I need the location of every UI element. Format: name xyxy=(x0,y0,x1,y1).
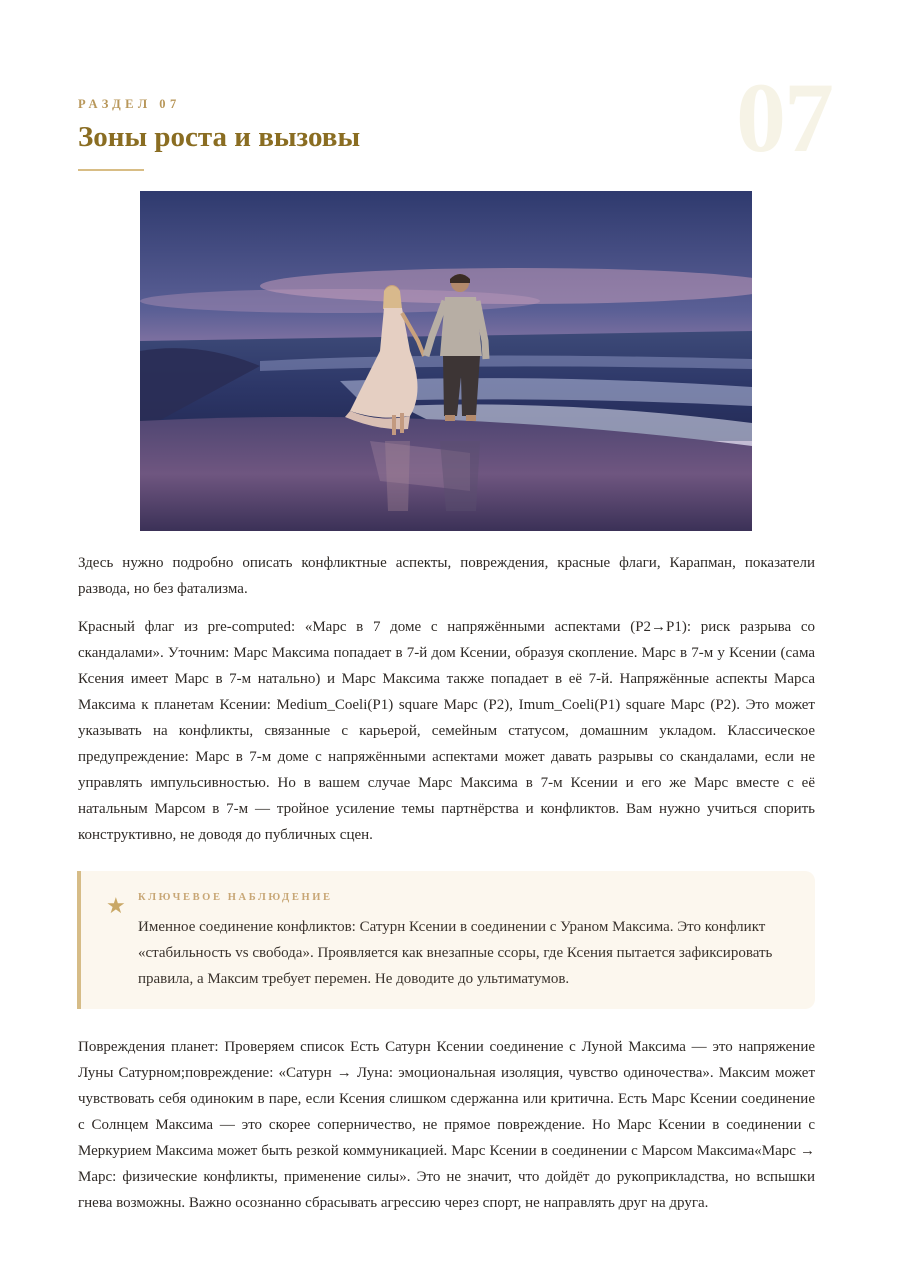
section-eyebrow: РАЗДЕЛ 07 xyxy=(78,97,181,111)
key-observation-callout xyxy=(77,871,815,1009)
callout-text: Именное соединение конфликтов: Сатурн Ксении в соединении с Ураном Максима. Это конфликт «стабильность vs свобода». Проявляется как внезапные ссоры, где Ксения пытается зафиксировать правила, а Максим требует перемен. Не доводите до ультиматумов. xyxy=(138,919,773,987)
intro-paragraph: Здесь нужно подробно описать конфликтные аспекты, повреждения, красные флаги, Карапман, показатели развода, но без фатализма. xyxy=(78,555,815,597)
page-title: Зоны роста и вызовы xyxy=(78,121,361,153)
damage-paragraph: Повреждения планет: Проверяем список Есть Сатурн Ксении соединение с Луной Максима — это напряжение Луны Сатурном;повреждение: «Сатурн → Луна: эмоциональная изоляция, чувство одиночества». Максим может чувствовать себя одиноким в паре, если Ксения слишком сдержанна или критична. Есть Марс Ксении соединение с Солнцем Максима — это скорее соперничество, не прямое повреждение. Но Марс Ксении в соединении с Меркурием Максима может быть резкой коммуникацией. Марс Ксении в соединении с Марсом Максима«Марс → Марс: физические конфликты, применение силы». Это не значит, что дойдёт до рукоприкладства, но вспышки гнева возможны. Важно осознанно сбрасывать агрессию через спорт, не направлять друг на друга. xyxy=(78,1039,815,1211)
callout-label: КЛЮЧЕВОЕ НАБЛЮДЕНИЕ xyxy=(138,892,333,903)
title-underline xyxy=(78,169,144,171)
section-number-watermark: 07 xyxy=(736,62,832,173)
beach-couple-photo xyxy=(140,191,752,531)
star-icon: ★ xyxy=(106,893,126,918)
red-flag-paragraph: Красный флаг из pre-computed: «Марс в 7 доме с напряжёнными аспектами (P2→P1): риск разрыва со скандалами». Уточним: Марс Максима попадает в 7-й дом Ксении, образуя скопление. Марс в 7-м у Ксении (сама Ксения имеет Марс в 7-м натально) и Марс Максима также попадает в её 7-й. Напряжённые аспекты Марса Максима к планетам Ксении: Medium_Coeli(P1) square Марс (P2), Imum_Coeli(P1) square Марс (P2). Это может указывать на конфликты, связанные с карьерой, семейным статусом, домашним укладом. Классическое предупреждение: Марс в 7-м доме с напряжёнными аспектами может давать разрывы со скандалами, если не управлять импульсивностью. Но в вашем случае Марс Максима в 7-м Ксении и его же Марс вместе с её натальным Марсом в 7-м — тройное усиление темы партнёрства и конфликтов. Вам нужно учиться спорить конструктивно, не доводя до публичных сцен. xyxy=(78,619,815,843)
